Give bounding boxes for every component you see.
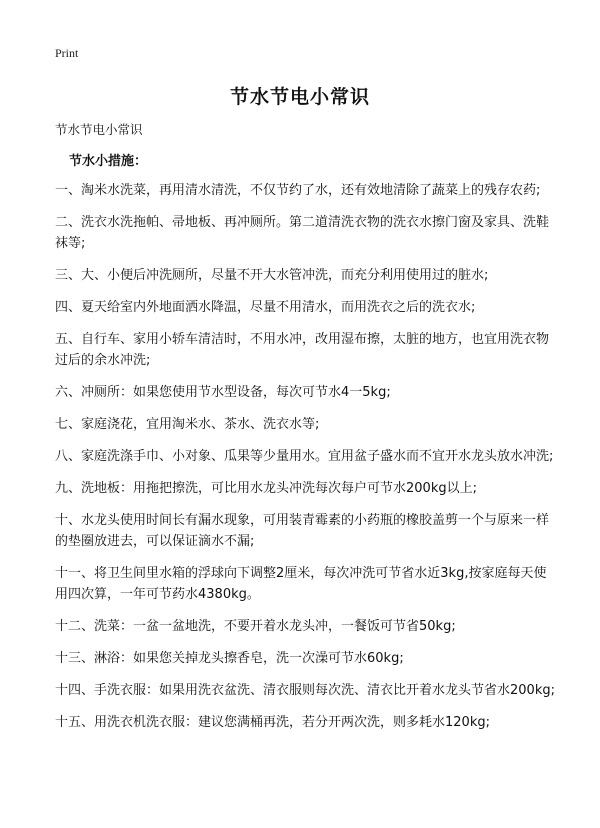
list-item: 四、夏天给室内外地面洒水降温，尽量不用清水，而用洗衣之后的洗衣水; xyxy=(55,300,476,315)
list-item: 一、淘米水洗菜，再用清水清洗，不仅节约了水，还有效地清除了蔬菜上的残存农药; xyxy=(55,183,541,198)
list-item: 十、水龙头使用时间长有漏水现象，可用装青霉素的小药瓶的橡胶盖剪一个与原来一样的垫圈放进去，可以保证滴水不漏; xyxy=(55,513,550,549)
page-title: 节水节电小常识 xyxy=(229,86,370,108)
page-subtitle: 节水节电小常识 xyxy=(55,122,143,137)
section-heading: 节水小措施： xyxy=(69,154,148,169)
list-item: 二、洗衣水洗拖帕、帚地板、再冲厕所。第二道清洗衣物的洗衣水擦门窗及家具、洗鞋袜等; xyxy=(55,215,550,251)
list-item: 十四、手洗衣服：如果用洗衣盆洗、清衣服则每次洗、清衣比开着水龙头节省水200kg; xyxy=(55,683,555,698)
list-item: 十三、淋浴：如果您关掉龙头擦香皂，洗一次澡可节水60kg; xyxy=(55,651,404,666)
list-item: 六、冲厕所：如果您使用节水型设备，每次可节水4一5kg; xyxy=(55,385,391,400)
list-item: 十一、将卫生间里水箱的浮球向下调整2厘米，每次冲洗可节省水近3kg,按家庭每天使用四次算，一年可节药水4380kg。 xyxy=(55,566,547,602)
list-item: 十五、用洗衣机洗衣服：建议您满桶再洗，若分开两次洗，则多耗水120kg; xyxy=(55,715,490,730)
list-item: 十二、洗菜：一盆一盆地洗，不要开着水龙头冲，一餐饭可节省50kg; xyxy=(55,619,456,634)
print-label: Print xyxy=(55,46,79,60)
list-item: 五、自行车、家用小轿车清洁时，不用水冲，改用湿布擦，太脏的地方，也宜用洗衣物过后的余水冲洗; xyxy=(55,332,550,368)
list-item: 三、大、小便后冲洗厕所，尽量不开大水管冲洗，而充分利用使用过的脏水; xyxy=(55,268,489,283)
tips-list xyxy=(55,180,555,744)
list-item: 九、洗地板：用拖把擦洗，可比用水龙头冲洗每次每户可节水200kg以上; xyxy=(55,481,477,496)
list-item: 七、家庭浇花，宜用淘米水、茶水、洗衣水等; xyxy=(55,417,320,432)
list-item: 八、家庭洗涤手巾、小对象、瓜果等少量用水。宜用盆子盛水而不宜开水龙头放水冲洗; xyxy=(55,449,554,464)
